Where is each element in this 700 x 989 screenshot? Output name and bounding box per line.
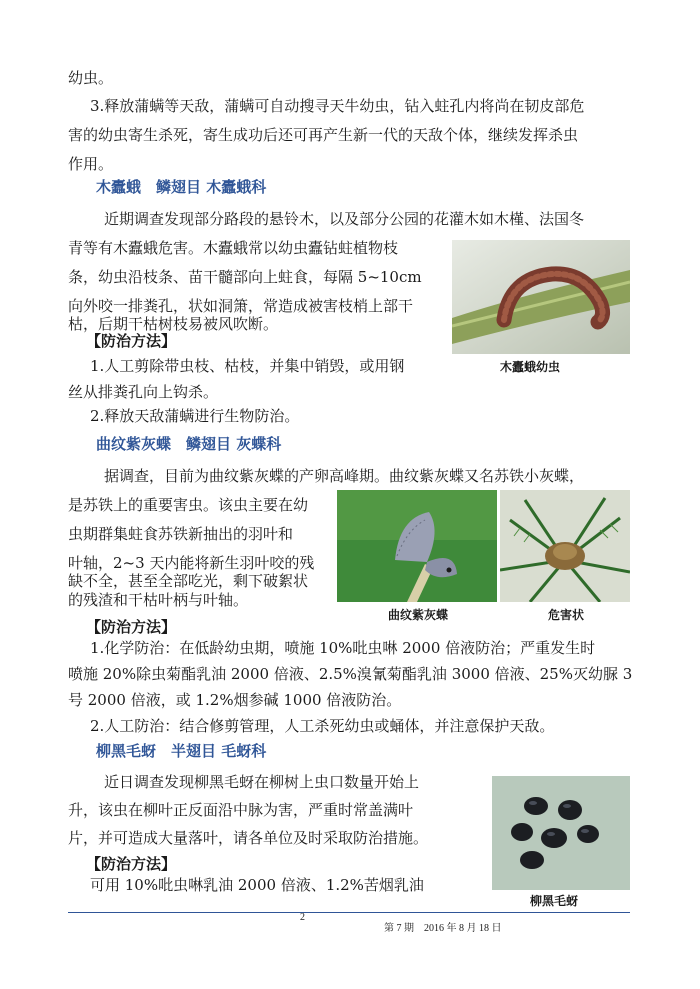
s2-method1: 号 2000 倍液，或 1.2%烟参碱 1000 倍液防治。 <box>68 691 402 709</box>
s2-para: 的残渣和干枯叶柄与叶轴。 <box>68 591 249 609</box>
s3-para: 升，该虫在柳叶正反面沿中脉为害，严重时常盖满叶 <box>68 801 414 819</box>
s1-para: 向外咬一排粪孔，状如洞箫，常造成被害枝梢上部干 <box>68 297 414 315</box>
s1-para: 青等有木蠹蛾危害。木蠹蛾常以幼虫蠹钻蛀植物枝 <box>68 239 399 257</box>
page-number: 2 <box>300 912 305 923</box>
s3-method1: 可用 10%吡虫啉乳油 2000 倍液、1.2%苦烟乳油 <box>90 876 424 894</box>
section-heading-aphid: 柳黑毛蚜 半翅目 毛蚜科 <box>96 742 267 760</box>
s1-method1: 1.人工剪除带虫枝、枯枝，并集中销毁，或用钢 <box>90 357 405 375</box>
intro-line: 幼虫。 <box>68 69 114 87</box>
s2-method2: 2.人工防治：结合修剪管理，人工杀死幼虫或蛹体，并注意保护天敌。 <box>90 717 555 735</box>
s3-para: 近日调查发现柳黑毛蚜在柳树上虫口数量开始上 <box>104 773 420 791</box>
s1-method2: 2.释放天敌蒲螨进行生物防治。 <box>90 407 300 425</box>
s2-methods-label: 【防治方法】 <box>86 618 177 636</box>
method3-line2: 害的幼虫寄生杀死，寄生成功后还可再产生新一代的天敌个体，继续发挥杀虫 <box>68 126 579 144</box>
wood-borer-caption: 木蠹蛾幼虫 <box>500 360 561 374</box>
s2-para: 是苏铁上的重要害虫。该虫主要在幼 <box>68 496 309 514</box>
s1-method1: 丝从排粪孔向上钩杀。 <box>68 383 219 401</box>
aphid-photo <box>492 776 630 890</box>
s2-method1: 1.化学防治：在低龄幼虫期，喷施 10%吡虫啉 2000 倍液防治；严重发生时 <box>90 639 596 657</box>
s1-para: 近期调查发现部分路段的悬铃木，以及部分公园的花灌木如木槿、法国冬 <box>104 210 585 228</box>
section-heading-wood-borer: 木蠹蛾 鳞翅目 木蠹蛾科 <box>96 178 267 196</box>
aphid-caption: 柳黑毛蚜 <box>530 894 579 908</box>
s2-method1: 喷施 20%除虫菊酯乳油 2000 倍液、2.5%溴氰菊酯乳油 3000 倍液、25%灭幼脲 3 <box>68 665 633 683</box>
s1-para: 枯，后期干枯树枝易被风吹断。 <box>68 315 279 333</box>
s2-para: 据调查，目前为曲纹紫灰蝶的产卵高峰期。曲纹紫灰蝶又名苏铁小灰蝶， <box>104 467 585 485</box>
damage-photo <box>500 490 630 602</box>
method3-line3: 作用。 <box>68 155 114 173</box>
s1-para: 条，幼虫沿枝条、苗干髓部向上蛀食，每隔 5~10cm <box>68 268 422 286</box>
wood-borer-larva-photo <box>452 240 630 354</box>
issue-date: 第 7 期 2016 年 8 月 18 日 <box>384 923 502 934</box>
s2-para: 虫期群集蛀食苏铁新抽出的羽叶和 <box>68 525 294 543</box>
section-heading-butterfly: 曲纹紫灰蝶 鳞翅目 灰蝶科 <box>96 435 282 453</box>
s1-methods-label: 【防治方法】 <box>86 332 177 350</box>
butterfly-photo <box>337 490 497 602</box>
method3-line1: 3.释放蒲螨等天敌，蒲螨可自动搜寻天牛幼虫，钻入蛀孔内将尚在韧皮部危 <box>90 97 585 115</box>
s2-para: 缺不全，甚至全部吃光，剩下破絮状 <box>68 572 309 590</box>
s3-methods-label: 【防治方法】 <box>86 855 177 873</box>
butterfly-caption: 曲纹紫灰蝶 <box>388 608 449 622</box>
damage-caption: 危害状 <box>548 608 585 622</box>
footer-rule <box>68 912 630 913</box>
s3-para: 片，并可造成大量落叶，请各单位及时采取防治措施。 <box>68 829 429 847</box>
s2-para: 叶轴，2~3 天内能将新生羽叶咬的残 <box>68 554 315 572</box>
